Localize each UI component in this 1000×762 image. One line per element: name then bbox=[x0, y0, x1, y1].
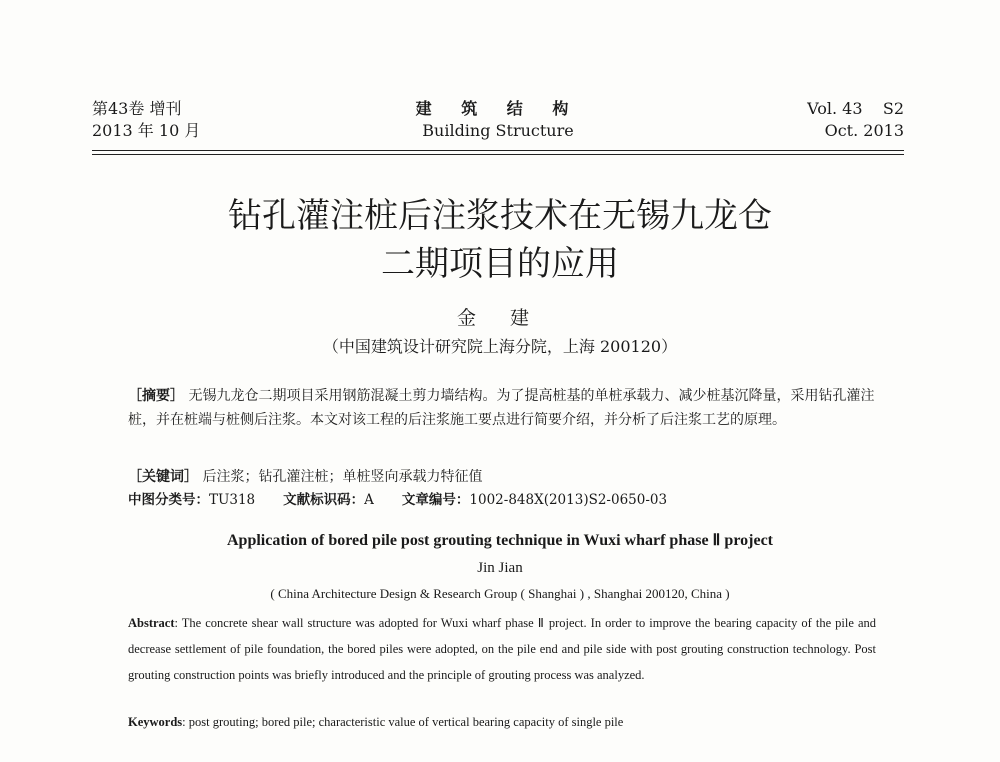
header-volume-info bbox=[807, 98, 904, 142]
clc-label: 中图分类号： bbox=[128, 492, 209, 508]
article-number-label: 文章编号： bbox=[401, 492, 470, 508]
abstract-cn bbox=[128, 384, 876, 432]
article-number-value: 1002-848X(2013)S2-0650-03 bbox=[469, 492, 668, 508]
doc-code-label: 文献标识码： bbox=[283, 492, 365, 508]
header-date-en: Oct. 2013 bbox=[824, 121, 904, 140]
journal-name-cn: 建 筑 结 构 bbox=[415, 99, 581, 118]
header-rule-thick bbox=[92, 150, 904, 151]
article-title-cn bbox=[0, 192, 1000, 288]
journal-name-en: Building Structure bbox=[422, 121, 574, 140]
title-cn-line1: 钻孔灌注桩后注浆技术在无锡九龙仓 bbox=[228, 196, 772, 236]
classification-line bbox=[128, 490, 876, 510]
keywords-en-label: Keywords bbox=[128, 715, 183, 729]
header-volume-cn: 第43卷 增刊 bbox=[92, 99, 182, 118]
affiliation-cn: （中国建筑设计研究院上海分院，上海 200120） bbox=[322, 337, 678, 356]
clc-value: TU318 bbox=[209, 492, 256, 508]
keywords-cn-label: ［关键词］ bbox=[128, 469, 198, 485]
doc-code-value: A bbox=[364, 492, 374, 508]
header-volume-en: Vol. 43 S2 bbox=[807, 99, 904, 118]
abstract-en-label: Abstract bbox=[128, 616, 175, 630]
article-title-en: Application of bored pile post grouting technique in Wuxi wharf phase Ⅱ project bbox=[226, 532, 773, 549]
keywords-cn-text: 后注浆；钻孔灌注桩；单桩竖向承载力特征值 bbox=[202, 469, 483, 485]
header-rule-thin bbox=[92, 154, 904, 155]
affiliation-en: ( China Architecture Design & Research Group ( Shanghai ) , Shanghai 200120, China ) bbox=[270, 586, 730, 601]
keywords-en bbox=[128, 712, 876, 732]
abstract-en bbox=[128, 610, 876, 688]
header-journal-name bbox=[92, 98, 904, 142]
abstract-cn-label: ［摘要］ bbox=[128, 388, 184, 404]
author-en: Jin Jian bbox=[477, 560, 523, 576]
keywords-en-text: : post grouting; bored pile; characteristic value of vertical bearing capacity of single pile bbox=[182, 715, 624, 729]
author-cn: 金 建 bbox=[456, 307, 544, 329]
keywords-cn bbox=[128, 466, 876, 488]
abstract-en-text: : The concrete shear wall structure was adopted for Wuxi wharf phase Ⅱ project. In order to improve the bearing capacity of the pile and decrease settlement of pile foundation, the bored piles were adopted, on the pile end and pile side with post grouting construction technology. Post grouting construction points was briefly introduced and the principle of grouting process was analyzed. bbox=[128, 616, 876, 682]
running-header bbox=[92, 98, 904, 150]
header-date-cn: 2013 年 10 月 bbox=[92, 121, 201, 140]
abstract-cn-text: 无锡九龙仓二期项目采用钢筋混凝土剪力墙结构。为了提高桩基的单桩承载力、减少桩基沉降量，采用钻孔灌注桩，并在桩端与桩侧后注浆。本文对该工程的后注浆施工要点进行简要介绍，并分析了后注浆工艺的原理。 bbox=[128, 388, 875, 428]
title-cn-line2: 二期项目的应用 bbox=[381, 244, 619, 284]
